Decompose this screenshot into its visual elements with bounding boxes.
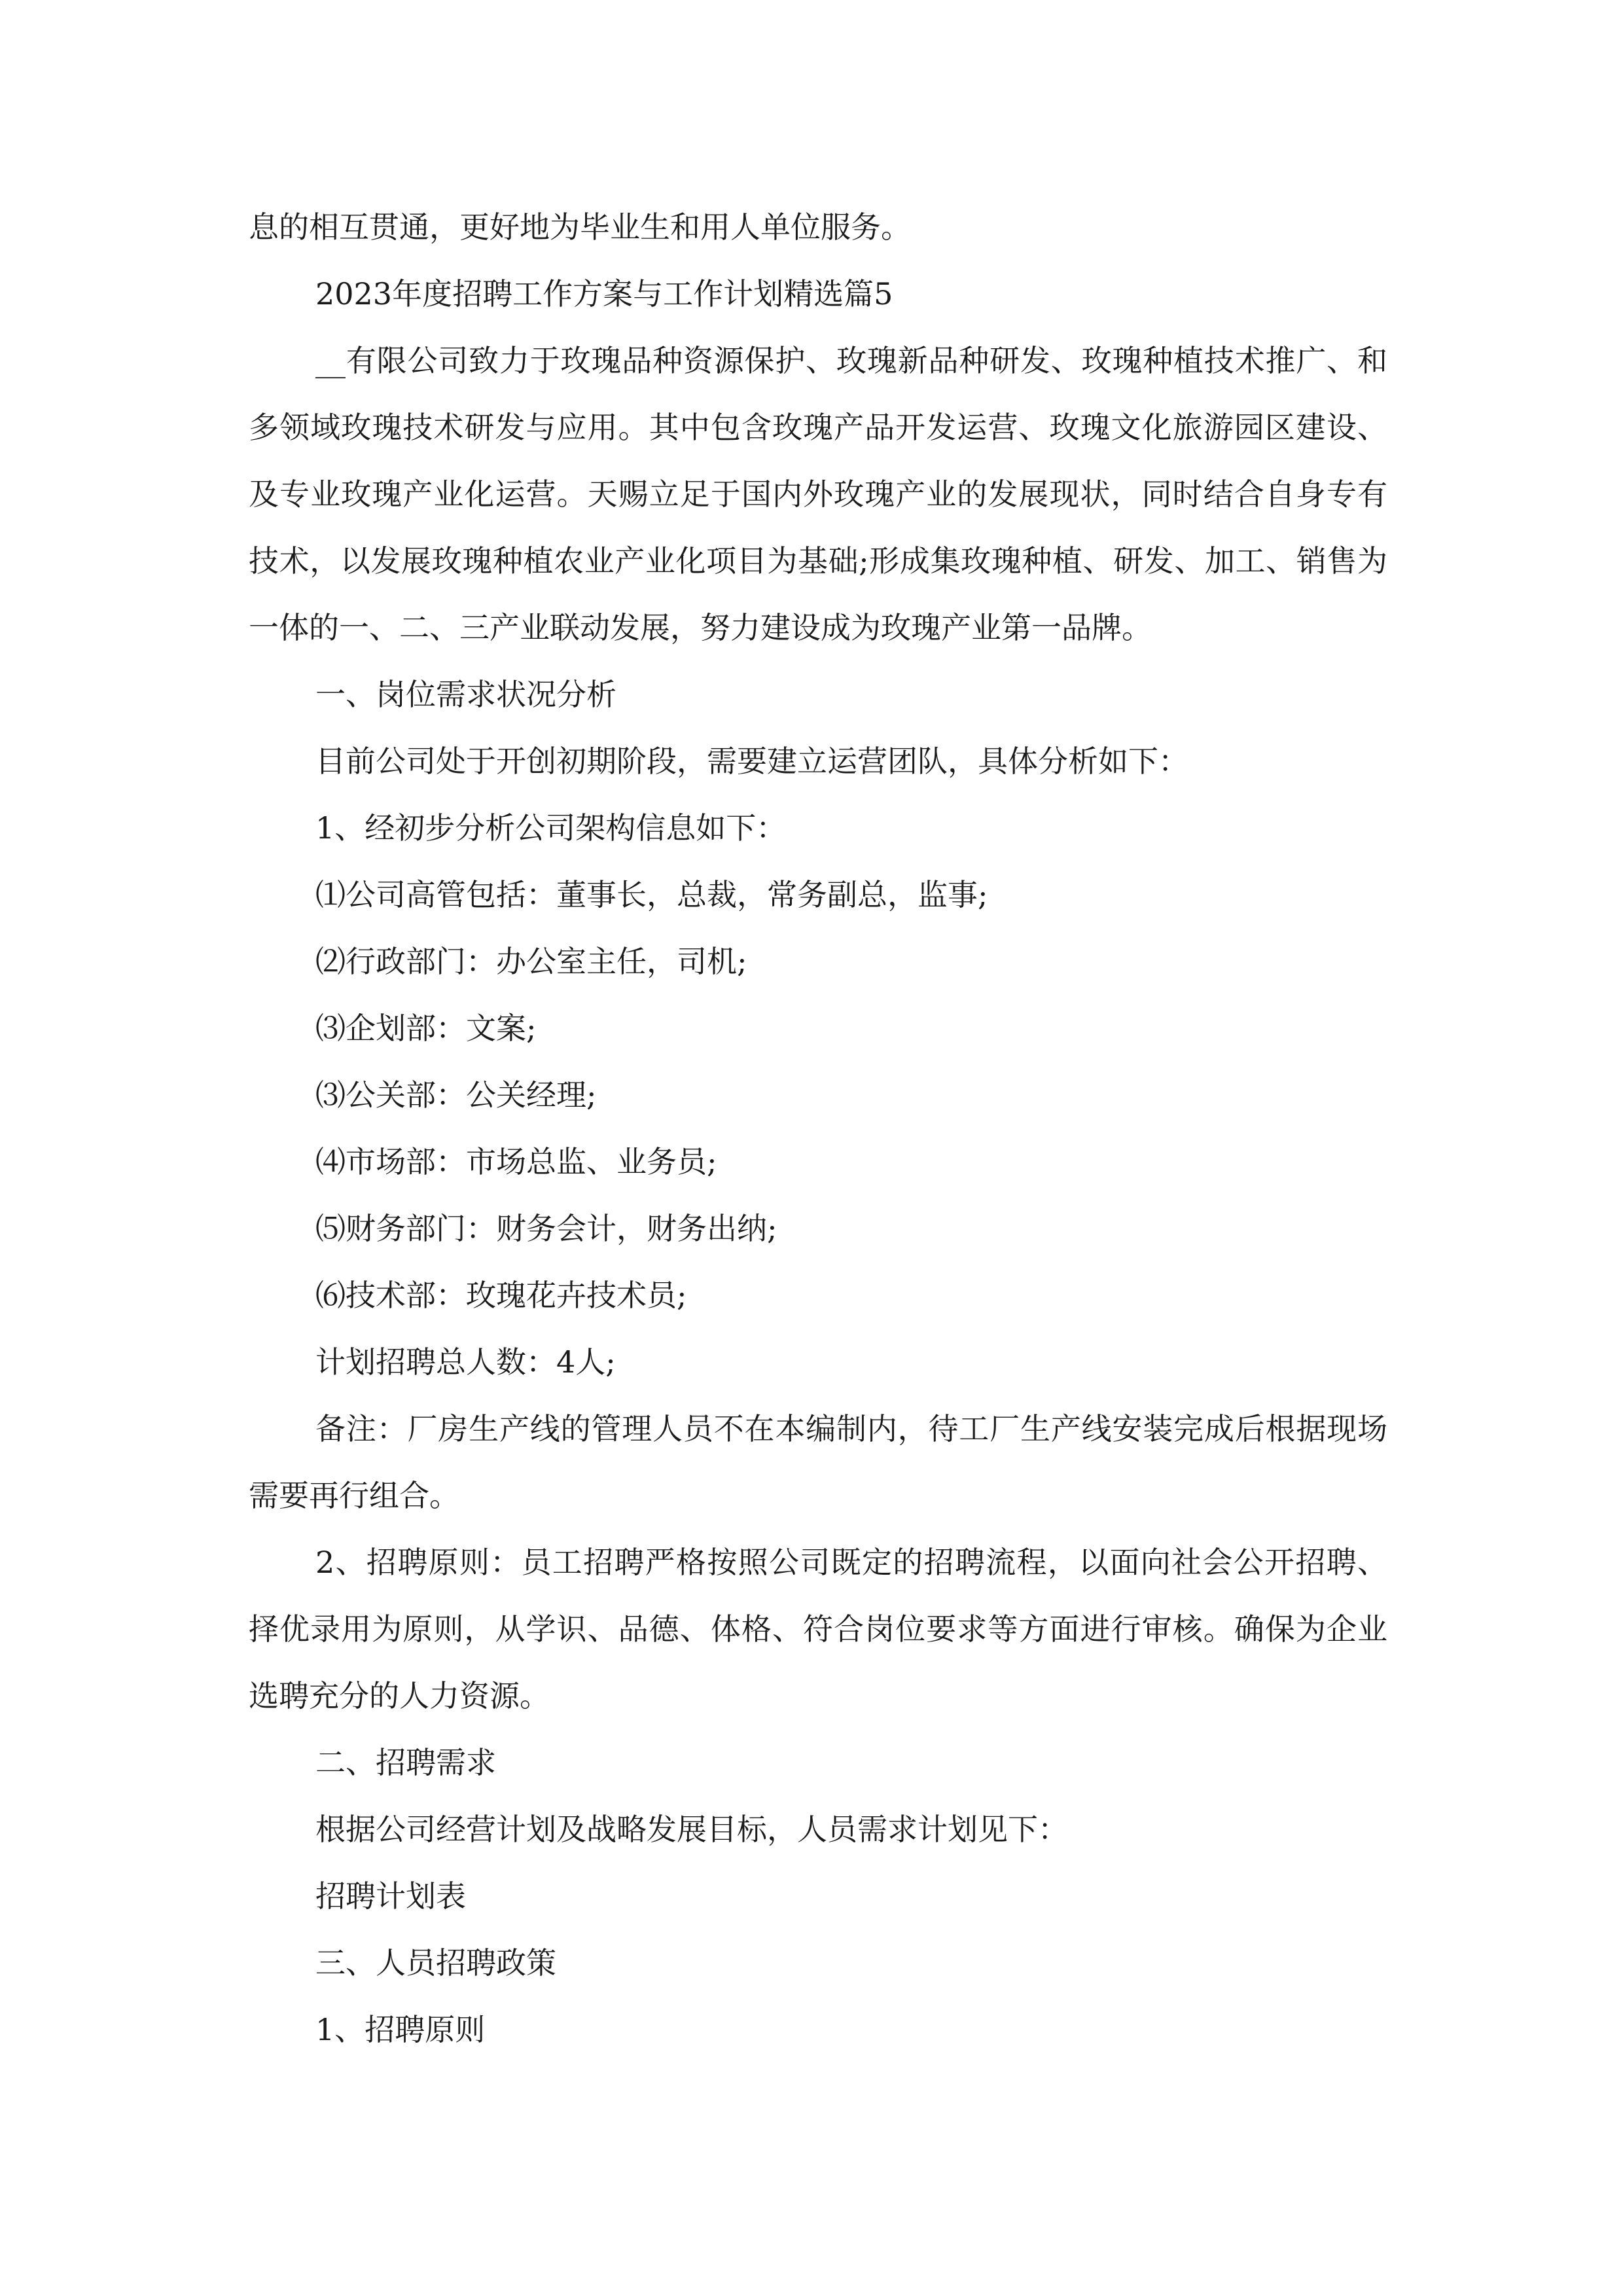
heading-recruitment-needs: 二、招聘需求 xyxy=(315,1745,496,1780)
list-item-executives: ⑴公司高管包括：董事长，总裁，常务副总，监事; xyxy=(315,877,988,912)
paragraph-principles: 2、招聘原则：员工招聘严格按照公司既定的招聘流程，以面向社会公开招聘、择优录用为原则，从学识、品德、体格、符合岗位要求等方面进行审核。确保为企业选聘充分的人力资源。 xyxy=(249,1545,1387,1713)
list-item-marketing: ⑷市场部：市场总监、业务员; xyxy=(315,1144,717,1179)
subheading-recruitment-principles: 1、招聘原则 xyxy=(315,2012,486,2047)
heading-position-analysis: 一、岗位需求状况分析 xyxy=(315,677,616,712)
paragraph-note: 备注：厂房生产线的管理人员不在本编制内，待工厂生产线安装完成后根据现场需要再行组合。 xyxy=(249,1411,1387,1513)
list-item-finance: ⑸财务部门：财务会计，财务出纳; xyxy=(315,1211,777,1246)
list-item-planning: ⑶企划部：文案; xyxy=(315,1011,537,1046)
paragraph-current-stage: 目前公司处于开创初期阶段，需要建立运营团队，具体分析如下： xyxy=(315,744,1188,779)
list-item-pr: ⑶公关部：公关经理; xyxy=(315,1077,597,1113)
company-intro-paragraph: __有限公司致力于玫瑰品种资源保护、玫瑰新品种研发、玫瑰种植技术推广、和多领域玫瑰技术研发与应用。其中包含玫瑰产品开发运营、玫瑰文化旅游园区建设、及专业玫瑰产业化运营。天赐立足于国内外玫瑰产业的发展现状，同时结合自身专有技术，以发展玫瑰种植农业产业化项目为基础;形成集玫瑰种植、研发、加工、销售为一体的一、二、三产业联动发展，努力建设成为玫瑰产业第一品牌。 xyxy=(249,343,1387,645)
paragraph-structure-intro: 1、经初步分析公司架构信息如下： xyxy=(315,810,787,846)
paragraph-plan-table-label: 招聘计划表 xyxy=(315,1878,466,1914)
heading-recruitment-policy: 三、人员招聘政策 xyxy=(315,1945,556,1981)
document-page xyxy=(249,194,1387,2063)
list-item-admin: ⑵行政部门：办公室主任，司机; xyxy=(315,944,747,979)
section-title: 2023年度招聘工作方案与工作计划精选篇5 xyxy=(315,276,893,312)
list-item-technical: ⑹技术部：玫瑰花卉技术员; xyxy=(315,1278,687,1313)
paragraph-needs-plan: 根据公司经营计划及战略发展目标，人员需求计划见下： xyxy=(315,1812,1068,1847)
paragraph-continuation: 息的相互贯通，更好地为毕业生和用人单位服务。 xyxy=(249,209,911,245)
paragraph-total-hires: 计划招聘总人数：4人; xyxy=(315,1344,616,1380)
